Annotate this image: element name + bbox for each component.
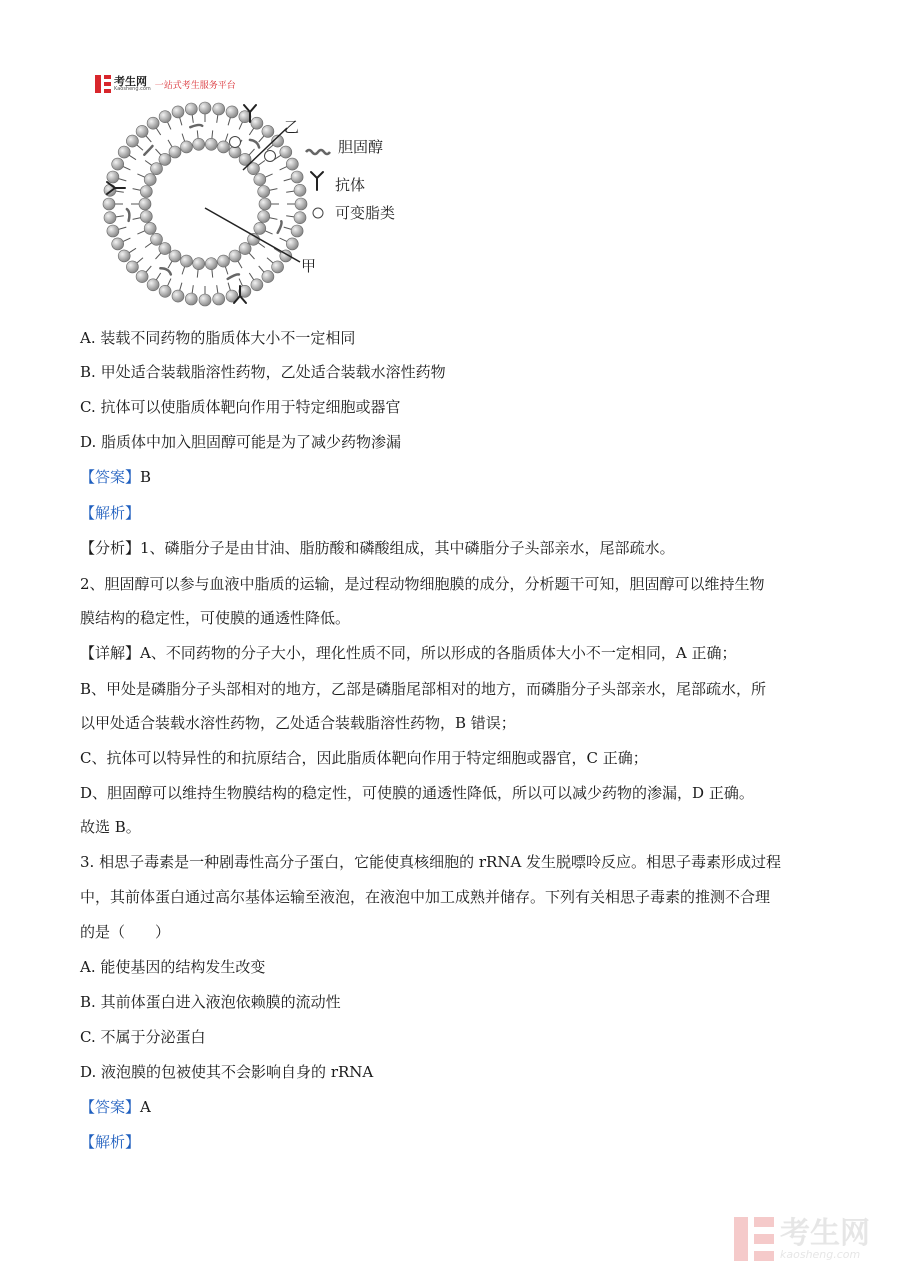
site-logo	[95, 73, 236, 95]
antibody-marks	[107, 105, 256, 303]
watermark-cn: 考生网	[780, 1215, 870, 1251]
q3-stem-1: 3. 相思子毒素是一种剧毒性高分子蛋白，它能使真核细胞的 rRNA 发生脱嘌呤反应。相思子毒素形成过程	[80, 853, 782, 871]
q2-option-a: A. 装载不同药物的脂质体大小不一定相同	[80, 329, 356, 347]
q2-answer: 【答案】B	[80, 468, 152, 486]
cholesterol-icon	[306, 150, 330, 154]
logo-brand-en: Kaosheng.com	[114, 86, 151, 92]
watermark-en: kaosheng.com	[780, 1247, 861, 1261]
label-yi: 乙	[284, 118, 300, 136]
q3-stem-3: 的是（ ）	[80, 923, 171, 941]
legend	[306, 138, 395, 222]
q2-analysis-tag: 【解析】	[80, 504, 141, 522]
legend-antibody-label: 抗体	[335, 176, 366, 194]
q2-xiangjie-b2: 以甲处适合装载水溶性药物，乙处适合装载脂溶性药物，B 错误；	[80, 714, 516, 732]
liposome-diagram	[95, 100, 415, 310]
q3-option-b: B. 其前体蛋白进入液泡依赖膜的流动性	[80, 993, 341, 1011]
liposome-figure	[95, 100, 415, 310]
logo-brand-cn: 考生网	[114, 75, 147, 88]
q2-xiangjie-a: 【详解】A、不同药物的分子大小，理化性质不同，所以形成的各脂质体大小不一定相同，A 正确；	[80, 644, 737, 662]
q2-xiangjie-c: C、抗体可以特异性的和抗原结合，因此脂质体靶向作用于特定细胞或器官，C 正确；	[80, 749, 648, 767]
q2-option-c: C. 抗体可以使脂质体靶向作用于特定细胞或器官	[80, 398, 401, 416]
q3-option-c: C. 不属于分泌蛋白	[80, 1028, 206, 1046]
logo-icon	[95, 75, 111, 93]
label-jia: 甲	[301, 257, 317, 275]
q3-stem-2: 中，其前体蛋白通过高尔基体运输至液泡，在液泡中加工成熟并储存。下列有关相思子毒素的推测不合理	[80, 888, 771, 906]
logo-slogan: 一站式考生服务平台	[154, 80, 236, 91]
variable-lipid-icon	[313, 208, 323, 218]
q2-xiangjie-d: D、胆固醇可以维持生物膜结构的稳定性，可使膜的通透性降低，所以可以减少药物的渗漏，D 正确。	[80, 784, 754, 802]
q2-fenxi-2a: 2、胆固醇可以参与血液中脂质的运输，是过程动物细胞膜的成分，分析题干可知，胆固醇可以维持生物	[80, 575, 765, 593]
watermark	[734, 1217, 870, 1261]
antibody-icon	[311, 172, 323, 190]
legend-cholesterol-label: 胆固醇	[338, 138, 384, 156]
q2-conclusion: 故选 B。	[80, 818, 141, 836]
q2-fenxi-2b: 膜结构的稳定性，可使膜的通透性降低。	[80, 609, 351, 627]
legend-variable-lipid-label: 可变脂类	[335, 204, 396, 222]
q3-option-a: A. 能使基因的结构发生改变	[80, 958, 266, 976]
watermark-logo-icon	[734, 1217, 774, 1261]
q3-option-d: D. 液泡膜的包被使其不会影响自身的 rRNA	[80, 1063, 374, 1081]
q3-analysis-tag: 【解析】	[80, 1133, 141, 1151]
q2-xiangjie-b1: B、甲处是磷脂分子头部相对的地方，乙部是磷脂尾部相对的地方，而磷脂分子头部亲水，尾部疏水，所	[80, 680, 767, 698]
q2-fenxi-1: 【分析】1、磷脂分子是由甘油、脂肪酸和磷酸组成，其中磷脂分子头部亲水，尾部疏水。	[80, 539, 675, 557]
q2-option-b: B. 甲处适合装载脂溶性药物，乙处适合装载水溶性药物	[80, 363, 446, 381]
q2-option-d: D. 脂质体中加入胆固醇可能是为了减少药物渗漏	[80, 433, 402, 451]
q3-answer: 【答案】A	[80, 1098, 151, 1116]
